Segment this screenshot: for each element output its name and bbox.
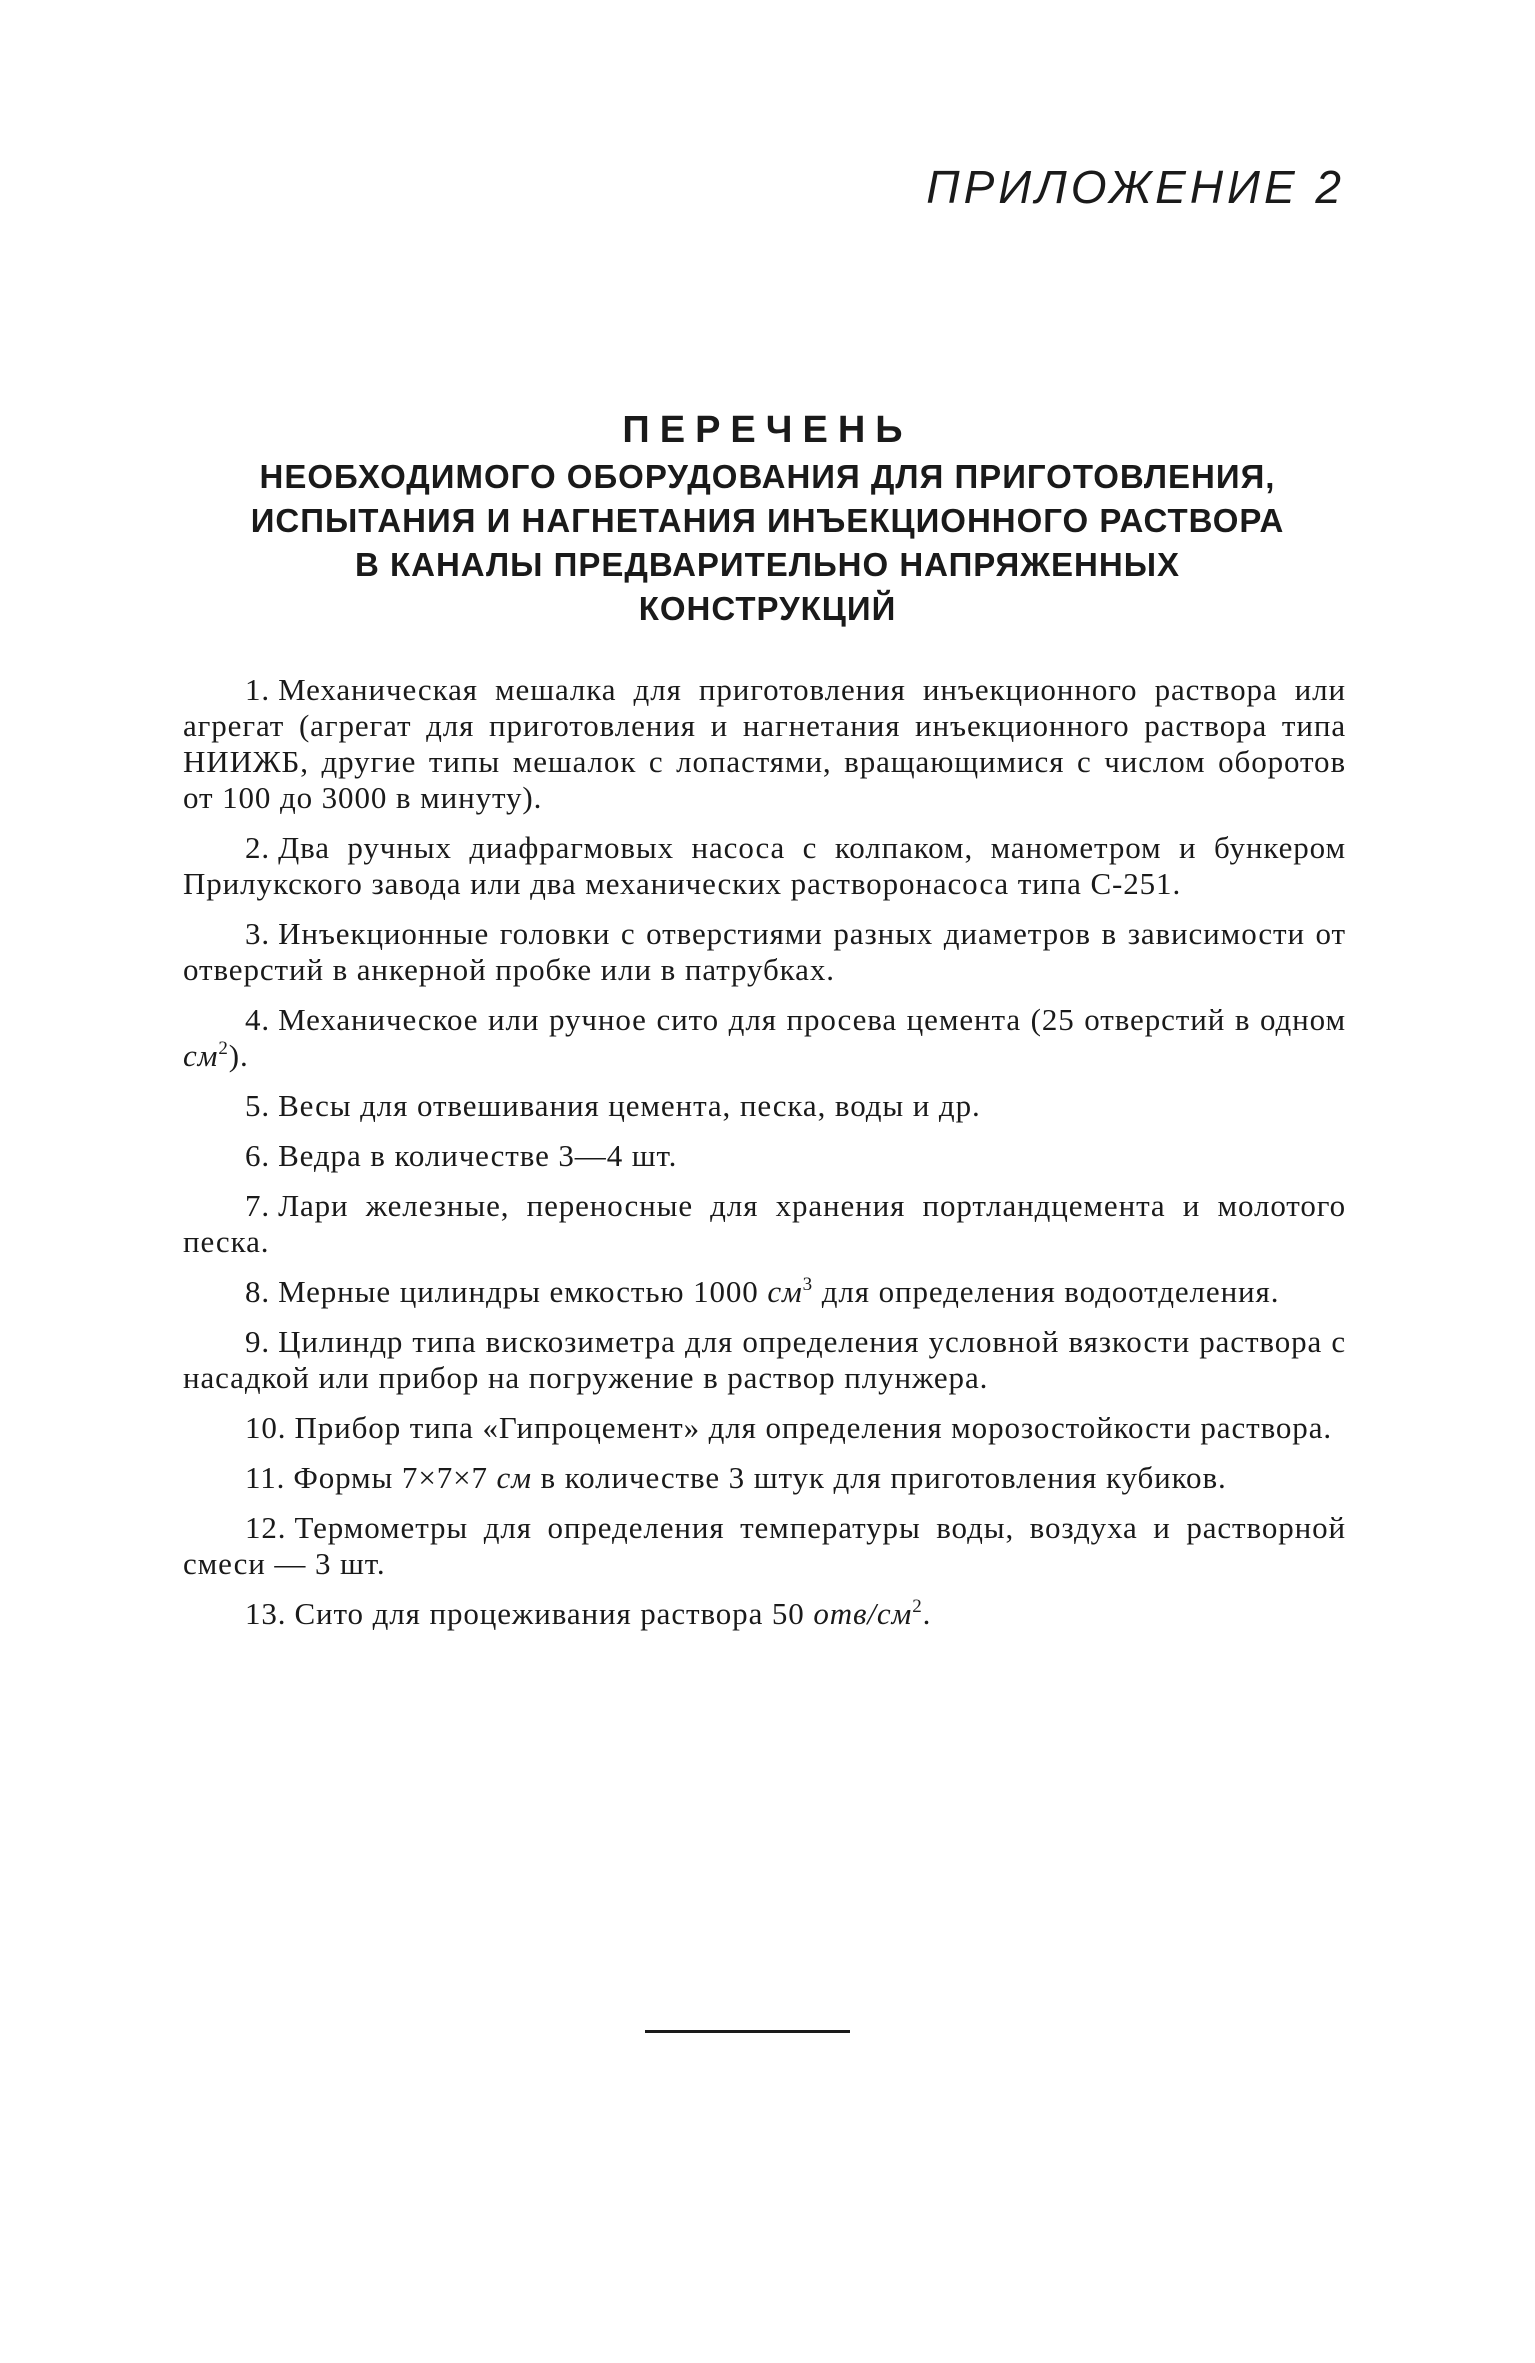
appendix-label: ПРИЛОЖЕНИЕ 2: [926, 161, 1345, 213]
item-number: 3.: [245, 916, 271, 951]
item-text: Ведра в количестве 3—4 шт.: [278, 1138, 678, 1173]
item-number: 8.: [245, 1274, 271, 1309]
item-text: Цилиндр типа вискозиметра для определения условной вязкости раствора с насадкой или прибор на погружение в раствор плунжера.: [183, 1324, 1346, 1395]
item-number: 5.: [245, 1088, 271, 1123]
list-item: [183, 1510, 1346, 1582]
item-number: 7.: [245, 1188, 271, 1223]
item-text: Формы 7×7×7: [293, 1460, 497, 1495]
list-item: [183, 1274, 1346, 1310]
item-unit: отв/см: [813, 1596, 913, 1631]
item-number: 6.: [245, 1138, 271, 1173]
item-number: 12.: [245, 1510, 287, 1545]
title-line: В КАНАЛЫ ПРЕДВАРИТЕЛЬНО НАПРЯЖЕННЫХ: [354, 546, 1181, 583]
item-text-tail: .: [922, 1596, 932, 1631]
item-unit-exponent: 3: [802, 1274, 814, 1295]
item-text-tail: для определения водоотделения.: [813, 1274, 1280, 1309]
list-item: [183, 1088, 1346, 1124]
item-text: Сито для процеживания раствора 50: [294, 1596, 814, 1631]
item-number: 2.: [245, 830, 271, 865]
item-unit: см: [183, 1038, 219, 1073]
item-number: 1.: [245, 672, 271, 707]
item-unit: см: [496, 1460, 532, 1495]
equipment-list: [183, 672, 1346, 1646]
list-item: [183, 1188, 1346, 1260]
title-line: НЕОБХОДИМОГО ОБОРУДОВАНИЯ ДЛЯ ПРИГОТОВЛЕНИЯ,: [259, 458, 1276, 495]
list-item: [183, 1596, 1346, 1632]
item-unit: см: [767, 1274, 803, 1309]
item-text: Два ручных диафрагмовых насоса с колпаком, манометром и бункером Прилукского завода или два механических растворонасоса типа С-251.: [183, 830, 1346, 901]
item-text: Лари железные, переносные для хранения портландцемента и молотого песка.: [183, 1188, 1346, 1259]
item-text: Инъекционные головки с отверстиями разных диаметров в зависимости от отверстий в анкерной пробке или в патрубках.: [183, 916, 1346, 987]
item-number: 9.: [245, 1324, 271, 1359]
item-number: 10.: [245, 1410, 287, 1445]
list-item: [183, 1324, 1346, 1396]
title-line: ИСПЫТАНИЯ И НАГНЕТАНИЯ ИНЪЕКЦИОННОГО РАСТВОРА: [250, 502, 1285, 539]
list-item: [183, 1460, 1346, 1496]
closing-rule: [645, 2030, 850, 2033]
list-item: [183, 1138, 1346, 1174]
item-text: Весы для отвешивания цемента, песка, воды и др.: [278, 1088, 981, 1123]
item-text-tail: ).: [228, 1038, 249, 1073]
item-text: Механическая мешалка для приготовления инъекционного раствора или агрегат (агрегат для приготовления и нагнетания инъекционного раствора типа НИИЖБ, другие типы мешалок с лопастями, вращающимися с числом оборотов от 100 до 3000 в минуту).: [183, 672, 1346, 815]
list-item: [183, 830, 1346, 902]
item-text: Термометры для определения температуры воды, воздуха и растворной смеси — 3 шт.: [183, 1510, 1346, 1581]
title-line: КОНСТРУКЦИЙ: [638, 590, 897, 627]
title-block: [150, 405, 1385, 631]
item-text-tail: в количестве 3 штук для приготовления кубиков.: [531, 1460, 1227, 1495]
item-text: Прибор типа «Гипроцемент» для определения морозостойкости раствора.: [294, 1410, 1333, 1445]
list-item: [183, 1410, 1346, 1446]
item-number: 11.: [245, 1460, 286, 1495]
item-unit-exponent: 2: [912, 1596, 923, 1617]
item-number: 4.: [245, 1002, 271, 1037]
item-unit-exponent: 2: [218, 1038, 229, 1059]
item-text: Мерные цилиндры емкостью 1000: [278, 1274, 768, 1309]
item-text: Механическое или ручное сито для просева цемента (25 отверстий в одном: [278, 1002, 1346, 1037]
list-item: [183, 916, 1346, 988]
title-main: ПЕРЕЧЕНЬ: [622, 409, 913, 451]
list-item: [183, 1002, 1346, 1074]
item-number: 13.: [245, 1596, 287, 1631]
list-item: [183, 672, 1346, 816]
